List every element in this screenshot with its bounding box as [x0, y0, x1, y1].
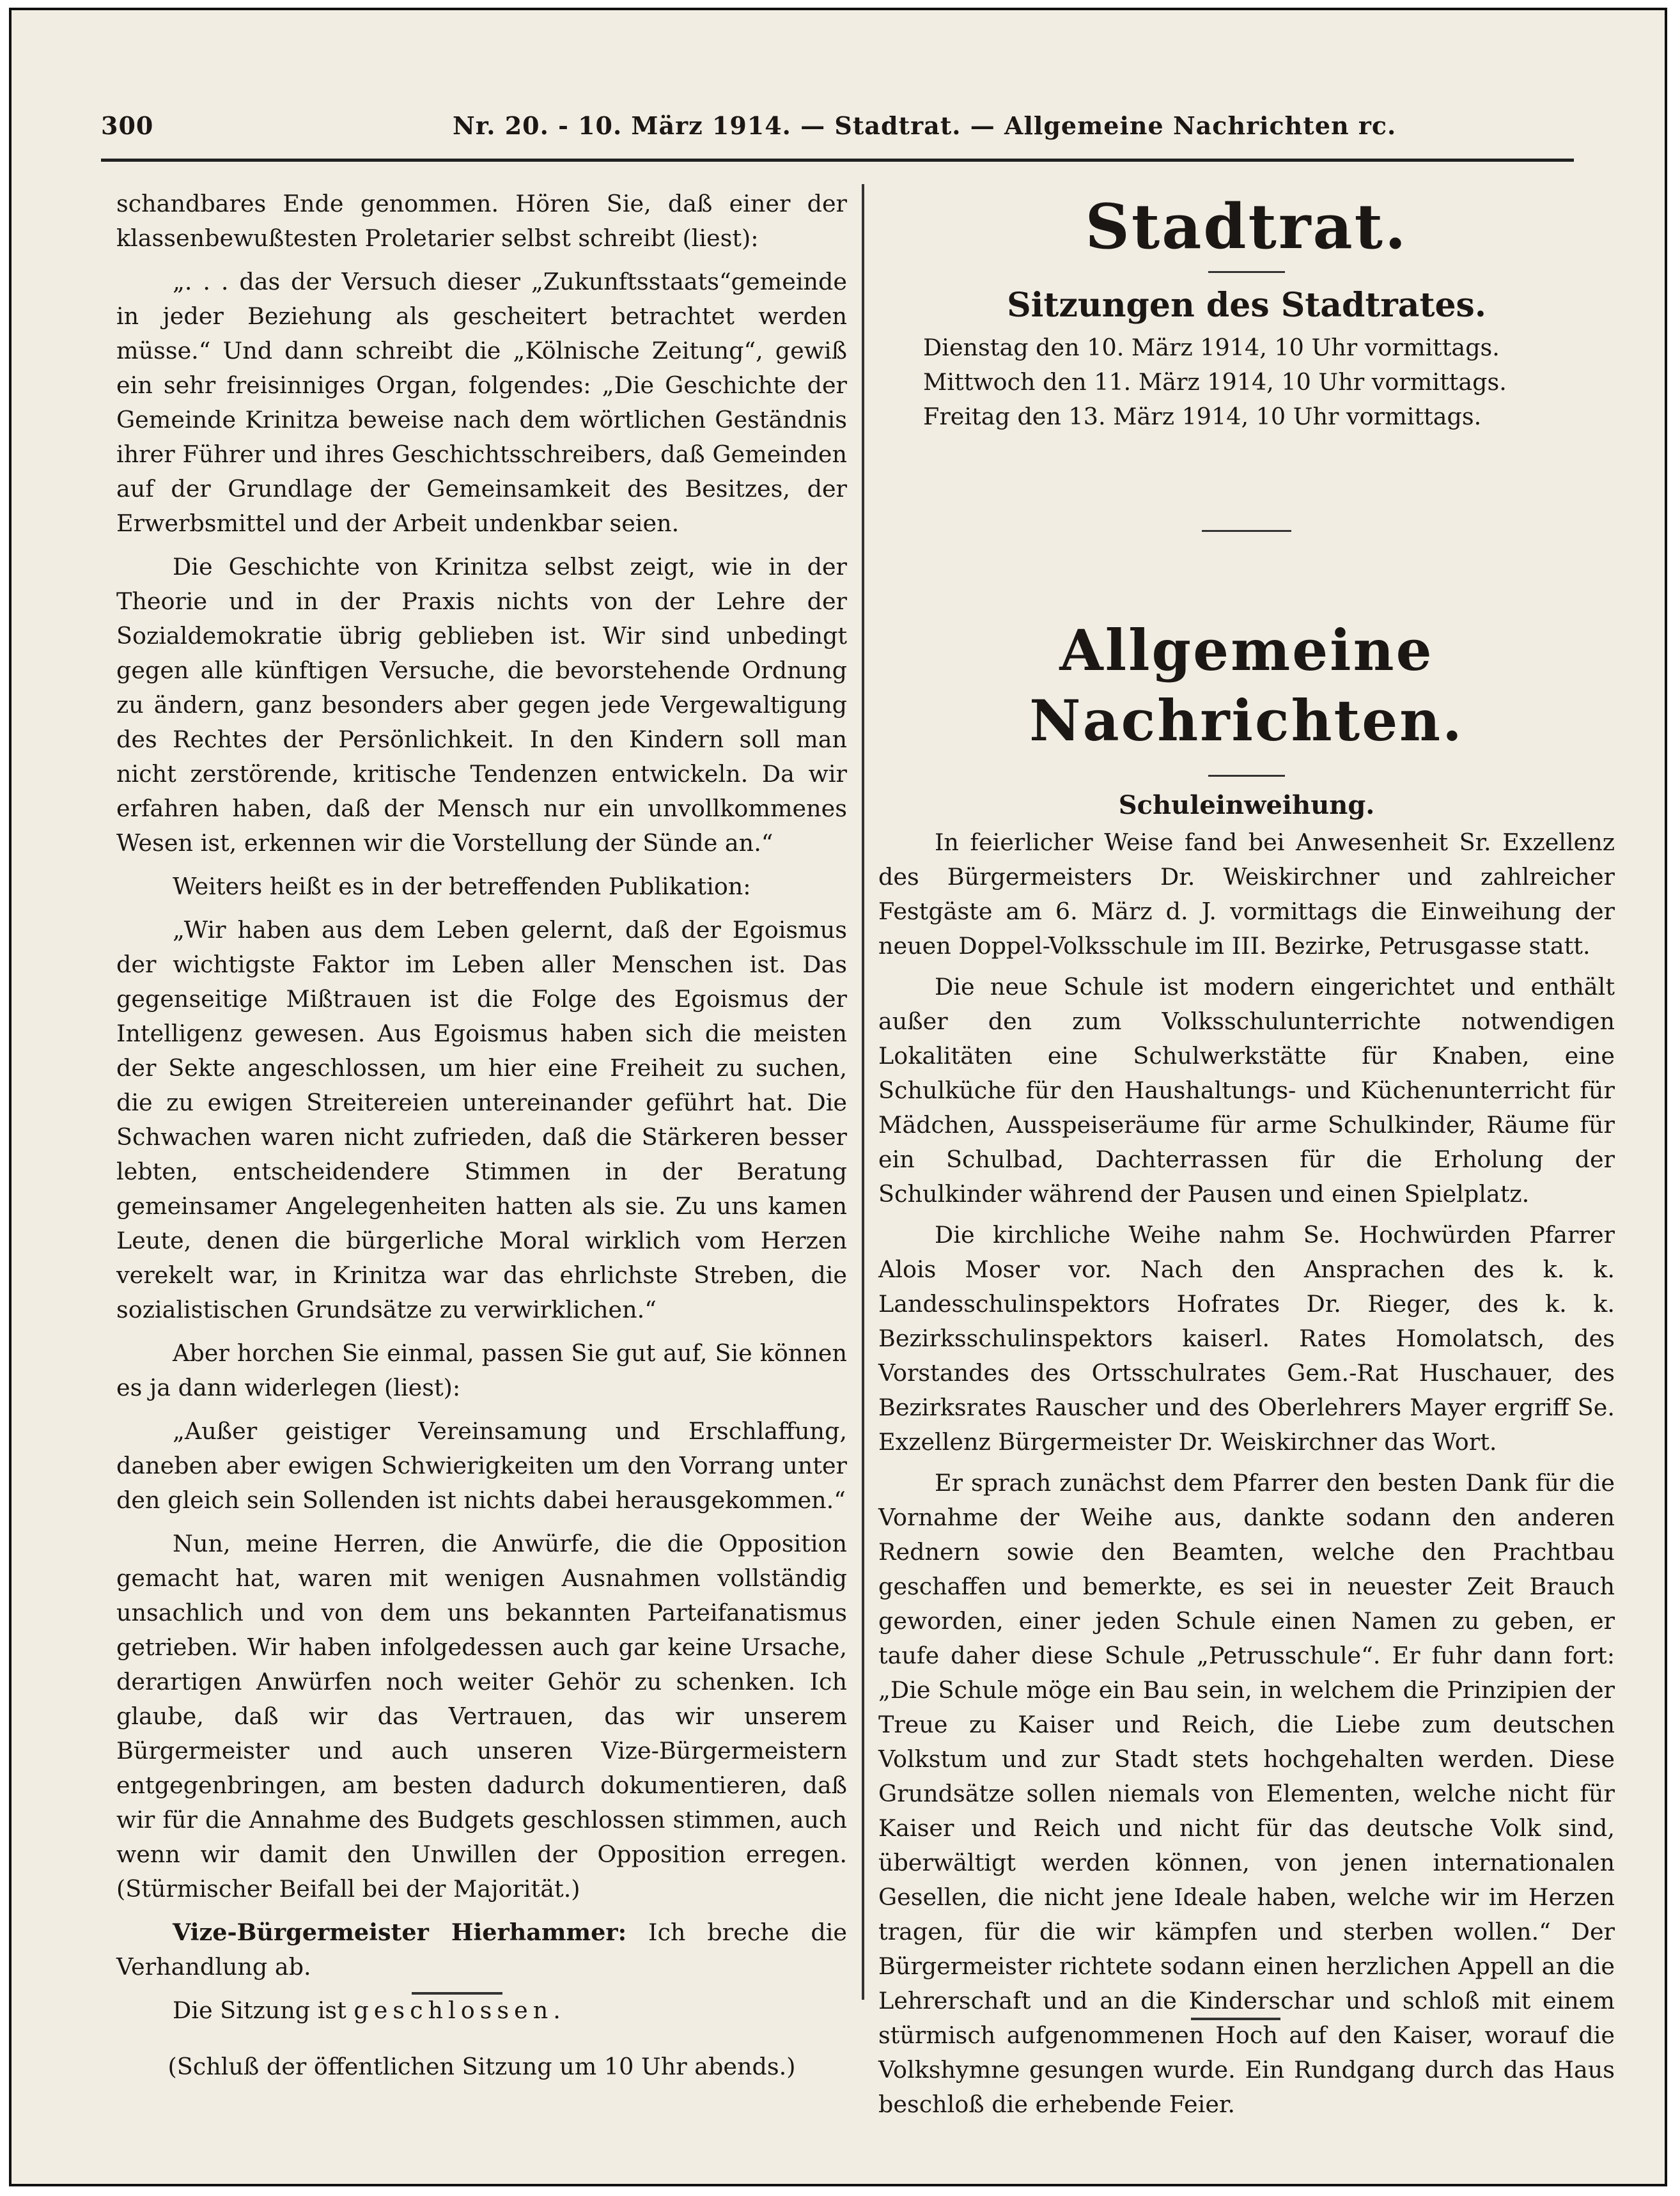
paragraph: Die kirchliche Weihe nahm Se. Hochwürden Pfarrer Alois Moser vor. Nach den Ansprachen des k. k. Landesschulinspektors Hofrates Dr. Rieger, des k. k. Bezirksschulinspektors kaiserl. Rates Homolatsch, des Vorstandes des Ortsschulrates Gem.-Rat Huschauer, des Bezirksrates Rauscher und des Oberlehrers Mayer ergriff Se. Exzellenz Bürgermeister Dr. Weiskirchner das Wort.: [878, 1221, 1615, 1456]
closing-punct: .: [553, 1997, 561, 2024]
header-rule: [101, 159, 1574, 162]
subtitle-sitzungen: Sitzungen des Stadtrates.: [1007, 286, 1486, 325]
session-end-note: (Schluß der öffentlichen Sitzung um 10 Uhr abends.): [167, 2053, 796, 2080]
session-line: Freitag den 13. März 1914, 10 Uhr vormittags.: [923, 403, 1482, 430]
paragraph: Er sprach zunächst dem Pfarrer den besten Dank für die Vornahme der Weihe aus, dankte sodann den anderen Rednern sowie den Beamten, welche den Prachtbau geschaffen und bemerkte, es sei in neuester Zeit Brauch geworden, einer jeden Schule einen Namen zu geben, er taufe daher diese Schule „Petrusschule“. Er fuhr dann fort: „Die Schule möge ein Bau sein, in welchem die Prinzipien der Treue zu Kaiser und Reich, die Liebe zum deutschen Volkstum und zur Stadt stets hochgehalten werden. Diese Grundsätze sollen niemals von Elementen, welche nicht für Kaiser und Reich und nicht für das deutsche Volk sind, überwältigt werden können, von jenen internationalen Gesellen, die nicht jene Ideale haben, welche wir im Herzen tragen, für die wir kämpfen und sterben wollen.“ Der Bürgermeister richtete sodann einen herzlichen Appell an die Lehrerschaft und an die Kinderschar und schloß mit einem stürmisch aufgenommenen Hoch auf den Kaiser, worauf die Volkshymne gesungen wurde. Ein Rundgang durch das Haus beschloß die erhebende Feier.: [878, 1469, 1615, 2118]
closing-text: Die Sitzung ist: [173, 1997, 354, 2024]
speaker-name: Vize-Bürgermeister Hierhammer:: [173, 1919, 627, 1946]
paragraph: schandbares Ende genommen. Hören Sie, daß einer der klassenbewußtesten Proletarier selbst schreibt (liest):: [116, 190, 847, 252]
paragraph: „Außer geistiger Vereinsamung und Erschlaffung, daneben aber ewigen Schwierigkeiten um den Vorrang unter den gleich sein Sollenden ist nichts dabei herausgekommen.“: [116, 1417, 847, 1514]
paragraph: Die Geschichte von Krinitza selbst zeigt, wie in der Theorie und in der Praxis nichts von der Lehre der Sozialdemokratie übrig geblieben ist. Wir sind unbedingt gegen alle künftigen Versuche, die bevorstehende Ordnung zu ändern, ganz besonders aber gegen jede Vergewaltigung des Rechtes der Persönlichkeit. In den Kindern soll man nicht zerstörende, kritische Tendenzen entwickeln. Da wir erfahren haben, daß der Mensch nur ein unvollkommenes Wesen ist, erkennen wir die Vorstellung der Sünde an.“: [116, 553, 847, 857]
session-line: Dienstag den 10. März 1914, 10 Uhr vormittags.: [923, 334, 1500, 361]
session-line: Mittwoch den 11. März 1914, 10 Uhr vormittags.: [923, 368, 1507, 396]
left-column: [116, 187, 847, 2080]
paragraph: Nun, meine Herren, die Anwürfe, die die Opposition gemacht hat, waren mit wenigen Ausnahmen vollständig unsachlich und von dem uns bekannten Parteifanatismus getrieben. Wir haben infolgedessen auch gar keine Ursache, derartigen Anwürfen noch weiter Gehör zu schenken. Ich glaube, daß wir das Vertrauen, das wir unserem Bürgermeister und auch unseren Vize-Bürgermeistern entgegenbringen, am besten dadurch dokumentieren, daß wir für die Annahme des Budgets geschlossen stimmen, auch wenn wir damit den Unwillen der Opposition erregen. (Stürmischer Beifall bei der Majorität.): [116, 1530, 847, 1903]
speaker-text: Ich breche die Verhandlung ab.: [116, 1919, 847, 1981]
article-title-schuleinweihung: Schuleinweihung.: [1118, 790, 1375, 820]
title-rule: [1208, 271, 1285, 273]
page-number: 300: [101, 111, 154, 140]
closing-spaced-word: geschlossen: [354, 1997, 554, 2024]
paragraph: Die neue Schule ist modern eingerichtet und enthält außer den zum Volksschulunterrichte notwendigen Lokalitäten eine Schulwerkstätte für Knaben, eine Schulküche für den Haushaltungs- und Küchenunterricht für Mädchen, Ausspeiseräume für arme Schulkinder, Räume für ein Schulbad, Dachterrassen für die Erholung der Schulkinder während der Pausen und einen Spielplatz.: [878, 973, 1615, 1208]
paragraph: In feierlicher Weise fand bei Anwesenheit Sr. Exzellenz des Bürgermeisters Dr. Weiskirchner und zahlreicher Festgäste am 6. März d. J. vormittags die Einweihung der neuen Doppel-Volksschule im III. Bezirke, Petrusgasse statt.: [878, 829, 1615, 960]
newspaper-page: [9, 8, 1667, 2186]
title-rule: [1208, 775, 1285, 777]
end-rule: [1191, 2018, 1280, 2020]
paragraph: Weiters heißt es in der betreffenden Publikation:: [173, 873, 751, 900]
running-head: Nr. 20. - 10. März 1914. — Stadtrat. — Allgemeine Nachrichten rc.: [453, 111, 1397, 140]
right-column: [878, 187, 1615, 2118]
closing-paragraph: [116, 1993, 847, 2028]
end-rule: [412, 1992, 502, 1995]
section-separator-rule: [1202, 530, 1291, 532]
speaker-paragraph: [116, 1915, 847, 1984]
section-title-stadtrat: Stadtrat.: [1085, 191, 1408, 263]
column-divider: [862, 184, 864, 2000]
paragraph: „. . . das der Versuch dieser „Zukunftsstaats“gemeinde in jeder Beziehung als gescheitert betrachtet werden müsse.“ Und dann schreibt die „Kölnische Zeitung“, gewiß ein sehr freisinniges Organ, folgendes: „Die Geschichte der Gemeinde Krinitza beweise nach dem wörtlichen Geständnis ihrer Führer und ihres Geschichtsschreibers, daß Gemeinden auf der Grundlage der Gemeinsamkeit des Besitzes, der Erwerbsmittel und der Arbeit undenkbar seien.: [116, 268, 847, 537]
paragraph: „Wir haben aus dem Leben gelernt, daß der Egoismus der wichtigste Faktor im Leben aller Menschen ist. Das gegenseitige Mißtrauen ist die Folge des Egoismus der Intelligenz gewesen. Aus Egoismus haben sich die meisten der Sekte angeschlossen, um hier eine Freiheit zu suchen, die zu ewigen Streitereien untereinander geführt hat. Die Schwachen waren nicht zufrieden, daß die Stärkeren besser lebten, entscheidendere Stimmen in der Beratung gemeinsamer Angelegenheiten hatten als sie. Zu uns kamen Leute, denen die bürgerliche Moral wirklich vom Herzen verekelt war, in Krinitza war das ehrlichste Streben, die sozialistischen Grundsätze zu verwirklichen.“: [116, 916, 847, 1323]
section-title-nachrichten: Allgemeine Nachrichten.: [1029, 617, 1464, 754]
paragraph: Aber horchen Sie einmal, passen Sie gut auf, Sie können es ja dann widerlegen (liest):: [116, 1339, 847, 1401]
